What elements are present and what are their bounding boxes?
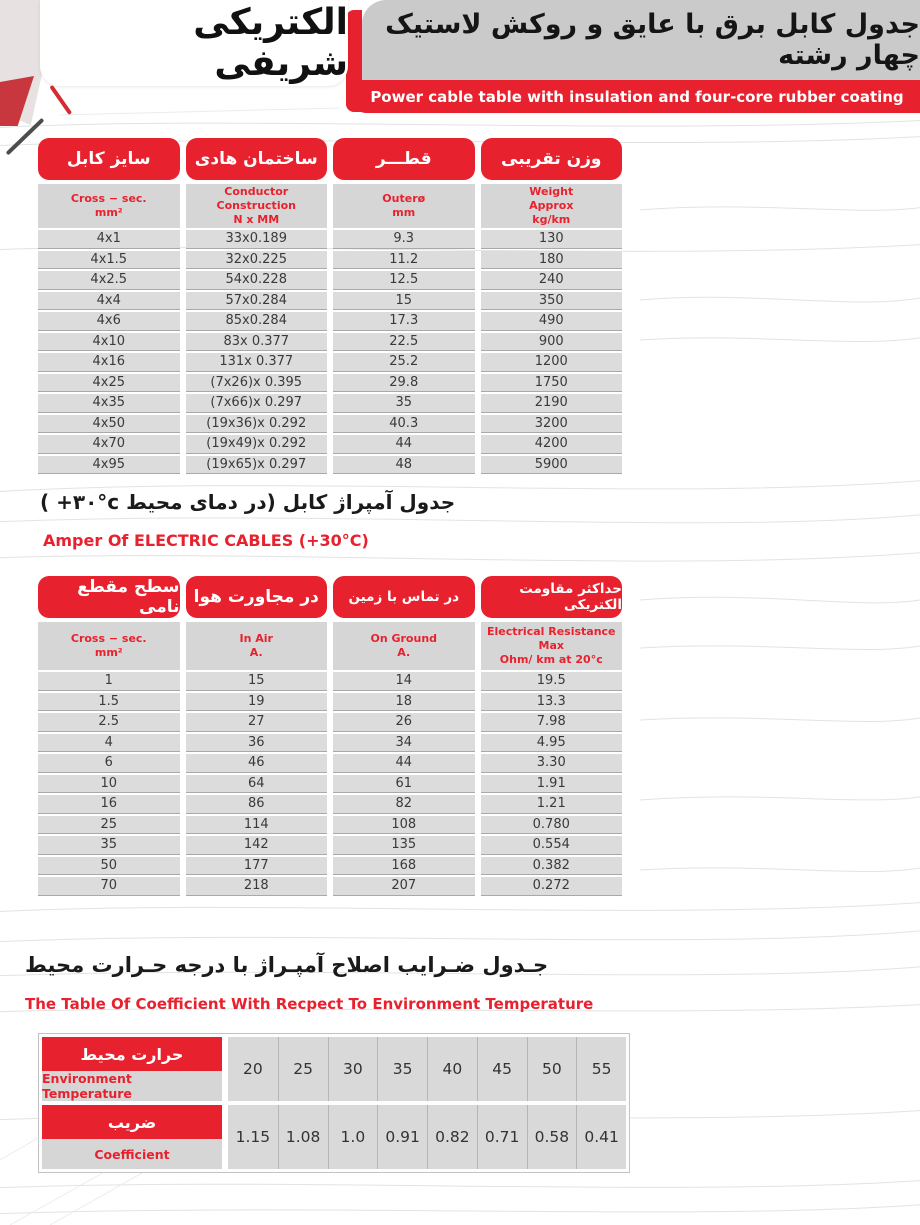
table-cell: 108 (333, 816, 475, 835)
table-cell: 350 (481, 292, 623, 311)
subheader-line: Approx (529, 198, 574, 212)
table-cell: 135 (333, 836, 475, 855)
subheader-line: Conductor (224, 184, 289, 198)
table-cell: 9.3 (333, 230, 475, 249)
table-row (38, 775, 622, 794)
table-cell: 82 (333, 795, 475, 814)
table-cell: 4x35 (38, 394, 180, 413)
table-cell: (19x65)x 0.297 (186, 456, 328, 475)
coefficient-value-cell: 55 (576, 1037, 626, 1101)
coefficient-value-cell: 1.0 (328, 1105, 378, 1169)
table-cell: 4x16 (38, 353, 180, 372)
table-cell: 4 (38, 734, 180, 753)
table-row (38, 672, 622, 691)
table-cell: 4x4 (38, 292, 180, 311)
table-cell: 4200 (481, 435, 623, 454)
subheader-line: kg/km (532, 213, 571, 227)
coefficient-section-title-fa: جـدول ضـرایب اصلاح آمپـراژ با درجه حـرارت محیط (25, 953, 549, 977)
column-subheader-en (186, 184, 328, 228)
table-cell: 180 (481, 251, 623, 270)
company-logo-box (40, 0, 348, 86)
amperage-section-title-fa (40, 490, 455, 514)
table-cell: 83x 0.377 (186, 333, 328, 352)
table-cell: 0.554 (481, 836, 623, 855)
table-cell: 4x1.5 (38, 251, 180, 270)
table-cell: 11.2 (333, 251, 475, 270)
table-cell: 70 (38, 877, 180, 896)
table-cell: 14 (333, 672, 475, 691)
table-row (38, 415, 622, 434)
table-cell: 48 (333, 456, 475, 475)
coefficient-value-cell: 0.91 (377, 1105, 427, 1169)
table-cell: 19 (186, 693, 328, 712)
table-row (38, 251, 622, 270)
coefficient-value-cell: 40 (427, 1037, 477, 1101)
table-cell: 1.21 (481, 795, 623, 814)
table-header-row (38, 576, 622, 618)
table-row (38, 435, 622, 454)
table-cell: 40.3 (333, 415, 475, 434)
table-cell: 114 (186, 816, 328, 835)
company-name: الکتریکی شریفی (193, 2, 348, 84)
table-cell: 29.8 (333, 374, 475, 393)
corner-red-dot (6, 95, 11, 102)
subheader-line: In Air (239, 631, 273, 645)
coefficient-label-fa: ضریب (42, 1105, 222, 1139)
table-cell: 54x0.228 (186, 271, 328, 290)
column-header-fa: ساختمان هادی (186, 138, 328, 180)
coefficient-value-cell: 35 (377, 1037, 427, 1101)
column-header-fa: در مجاورت هوا (186, 576, 328, 618)
table-cell: 61 (333, 775, 475, 794)
table-cell: 35 (38, 836, 180, 855)
coefficient-value-cell: 45 (477, 1037, 527, 1101)
subheader-line: Construction (216, 198, 296, 212)
coefficient-value-cell: 0.71 (477, 1105, 527, 1169)
table-row (38, 713, 622, 732)
table-cell: 57x0.284 (186, 292, 328, 311)
table-cell: 4.95 (481, 734, 623, 753)
table-cell: 10 (38, 775, 180, 794)
table-cell: 27 (186, 713, 328, 732)
table-row (38, 353, 622, 372)
table-cell: 240 (481, 271, 623, 290)
subheader-line: A. (397, 646, 411, 659)
coefficient-value-cell: 0.58 (527, 1105, 577, 1169)
table-cell: 64 (186, 775, 328, 794)
coefficient-row (42, 1105, 626, 1169)
subheader-line: Outerø (382, 191, 426, 205)
table-row (38, 333, 622, 352)
subheader-line: N x MM (233, 213, 280, 227)
subheader-line: Cross − sec. (70, 631, 147, 645)
table-cell: 142 (186, 836, 328, 855)
table-row (38, 857, 622, 876)
table-cell: 46 (186, 754, 328, 773)
table-cell: 4x1 (38, 230, 180, 249)
coefficient-value-cell: 0.82 (427, 1105, 477, 1169)
column-subheader-en (481, 184, 623, 228)
table-subheader-row (38, 184, 622, 228)
table-row (38, 877, 622, 896)
amperage-title-fa-temp: +۳۰°c (56, 490, 120, 514)
coefficient-value-cell: 1.15 (228, 1105, 278, 1169)
page-subtitle-en: Power cable table with insulation and four-core rubber coating (370, 87, 904, 106)
table-cell: 2.5 (38, 713, 180, 732)
coefficient-table (38, 1033, 630, 1173)
table-cell: 3200 (481, 415, 623, 434)
coefficient-value-cell: 25 (278, 1037, 328, 1101)
table-cell: 1750 (481, 374, 623, 393)
subheader-line: mm² (94, 206, 123, 219)
column-header-fa: در تماس با زمین (333, 576, 475, 618)
table-cell: 900 (481, 333, 623, 352)
cable-spec-table (38, 138, 622, 474)
table-row (38, 456, 622, 475)
subheader-line: Max (538, 638, 564, 652)
table-cell: 131x 0.377 (186, 353, 328, 372)
amperage-section-title-en: Amper Of ELECTRIC CABLES (+30°C) (43, 531, 369, 550)
column-header-fa: سایز کابل (38, 138, 180, 180)
column-subheader-en (333, 622, 475, 670)
table-cell: 207 (333, 877, 475, 896)
table-cell: (7x26)x 0.395 (186, 374, 328, 393)
table-cell: 1.91 (481, 775, 623, 794)
coefficient-value-cell: 0.41 (576, 1105, 626, 1169)
table-row (38, 734, 622, 753)
table-cell: 16 (38, 795, 180, 814)
table-cell: 4x6 (38, 312, 180, 331)
table-cell: 33x0.189 (186, 230, 328, 249)
column-header-fa: وزن تقریبی (481, 138, 623, 180)
table-cell: 25 (38, 816, 180, 835)
table-cell: (19x49)x 0.292 (186, 435, 328, 454)
subheader-line: Cross − sec. (70, 191, 147, 205)
column-header-fa: سطح مقطع نامی (38, 576, 180, 618)
table-header-row (38, 138, 622, 180)
subheader-line: Ohm/ km at 20°c (499, 653, 603, 667)
table-cell: 177 (186, 857, 328, 876)
amperage-title-fa-text: جدول آمپراژ کابل (در دمای محیط (126, 490, 456, 514)
table-cell: 1200 (481, 353, 623, 372)
coefficient-value-cell: 50 (527, 1037, 577, 1101)
table-cell: 34 (333, 734, 475, 753)
header-title-box (362, 0, 920, 80)
table-cell: 2190 (481, 394, 623, 413)
table-cell: 85x0.284 (186, 312, 328, 331)
coefficient-label-en: Environment Temperature (42, 1071, 222, 1101)
table-cell: 490 (481, 312, 623, 331)
page-title-fa: جدول کابل برق با عایق و روکش لاستیک چهار رشته (385, 9, 920, 71)
table-row (38, 394, 622, 413)
table-row (38, 230, 622, 249)
table-row (38, 374, 622, 393)
table-row (38, 271, 622, 290)
table-cell: 44 (333, 435, 475, 454)
table-row (38, 754, 622, 773)
table-cell: 17.3 (333, 312, 475, 331)
subheader-line: Electrical Resistance (486, 624, 616, 638)
table-cell: 3.30 (481, 754, 623, 773)
table-row (38, 836, 622, 855)
table-cell: 26 (333, 713, 475, 732)
column-subheader-en (186, 622, 328, 670)
table-row (38, 795, 622, 814)
coefficient-label-en: Coefficient (42, 1139, 222, 1169)
table-cell: 4x2.5 (38, 271, 180, 290)
amperage-table (38, 576, 622, 896)
table-cell: 1 (38, 672, 180, 691)
table-cell: 218 (186, 877, 328, 896)
coefficient-section-title-en: The Table Of Coefficient With Recpect To Environment Temperature (25, 995, 594, 1013)
subheader-line: A. (249, 646, 263, 659)
table-cell: 50 (38, 857, 180, 876)
coefficient-row (42, 1037, 626, 1101)
table-cell: 18 (333, 693, 475, 712)
table-cell: 25.2 (333, 353, 475, 372)
table-cell: 35 (333, 394, 475, 413)
column-header-fa: حداکثر مقاومت الکتریکی (481, 576, 623, 618)
table-cell: 19.5 (481, 672, 623, 691)
column-subheader-en (38, 622, 180, 670)
table-row (38, 312, 622, 331)
subheader-line: mm² (94, 646, 123, 659)
column-subheader-en (38, 184, 180, 228)
table-cell: (7x66)x 0.297 (186, 394, 328, 413)
subheader-line: Weight (529, 184, 574, 198)
coefficient-value-cell: 1.08 (278, 1105, 328, 1169)
table-cell: 6 (38, 754, 180, 773)
coefficient-row-label (42, 1105, 222, 1169)
table-cell: 0.272 (481, 877, 623, 896)
table-cell: 4x50 (38, 415, 180, 434)
table-cell: 4x10 (38, 333, 180, 352)
table-cell: 44 (333, 754, 475, 773)
coefficient-row-label (42, 1037, 222, 1101)
table-cell: 5900 (481, 456, 623, 475)
column-header-fa: قطـــر (333, 138, 475, 180)
table-cell: 7.98 (481, 713, 623, 732)
subheader-line: On Ground (370, 631, 438, 645)
table-row (38, 816, 622, 835)
header-subtitle-banner (354, 80, 920, 113)
table-row (38, 693, 622, 712)
table-cell: 0.780 (481, 816, 623, 835)
table-cell: 168 (333, 857, 475, 876)
table-cell: 86 (186, 795, 328, 814)
table-cell: 130 (481, 230, 623, 249)
table-cell: 4x25 (38, 374, 180, 393)
table-cell: 15 (333, 292, 475, 311)
table-cell: 12.5 (333, 271, 475, 290)
coefficient-label-fa: حرارت محیط (42, 1037, 222, 1071)
table-row (38, 292, 622, 311)
coefficient-value-cell: 20 (228, 1037, 278, 1101)
table-cell: 4x95 (38, 456, 180, 475)
table-cell: 36 (186, 734, 328, 753)
table-cell: 15 (186, 672, 328, 691)
table-cell: 32x0.225 (186, 251, 328, 270)
table-cell: 22.5 (333, 333, 475, 352)
table-cell: 4x70 (38, 435, 180, 454)
coefficient-value-cell: 30 (328, 1037, 378, 1101)
table-subheader-row (38, 622, 622, 670)
column-subheader-en (481, 622, 623, 670)
subheader-line: mm (392, 206, 416, 219)
table-cell: (19x36)x 0.292 (186, 415, 328, 434)
table-cell: 1.5 (38, 693, 180, 712)
column-subheader-en (333, 184, 475, 228)
table-cell: 13.3 (481, 693, 623, 712)
amperage-title-fa-close: ) (40, 490, 50, 514)
table-cell: 0.382 (481, 857, 623, 876)
